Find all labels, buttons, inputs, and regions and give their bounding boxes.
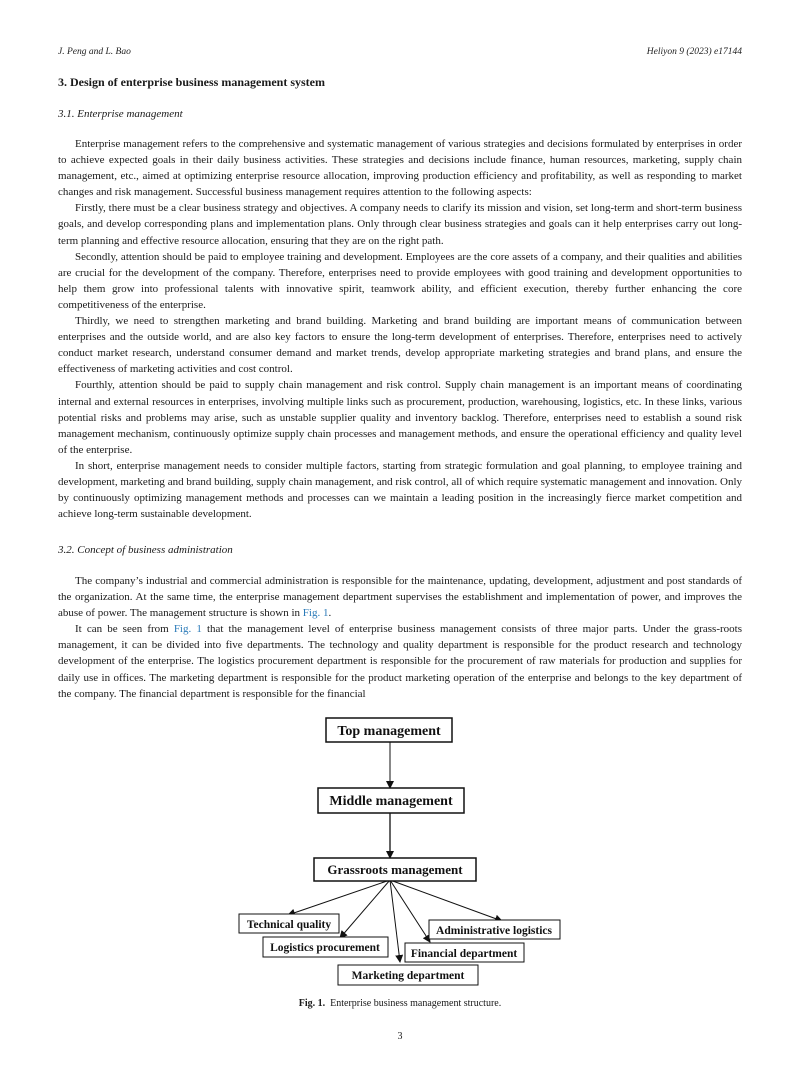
node-logistics-procurement <box>263 937 388 957</box>
node-label: Top management <box>337 724 441 739</box>
figure-link[interactable]: Fig. 1 <box>173 623 202 636</box>
paragraph: Firstly, there must be a clear business strategy and objectives. A company needs to clarify its mission and vision, set long-term and short-term business goals, and develop corresponding plans and implementation plans. Only through clear business strategies and goals can it help enterprises carry out long-term planning and effective resource allocation, ensuring that they are on the right path. <box>58 202 742 247</box>
node-label: Technical quality <box>246 919 332 931</box>
paragraph-text: . <box>328 607 332 620</box>
subsection-title-business-administration: 3.2. Concept of business administration <box>58 544 233 556</box>
section-3-2-body <box>58 573 742 702</box>
node-label: Marketing department <box>351 970 465 982</box>
paragraph <box>58 573 742 621</box>
section-3-1-body <box>58 136 742 522</box>
running-header-journal: Heliyon 9 (2023) e17144 <box>646 47 742 57</box>
node-marketing-department <box>338 965 478 985</box>
node-technical-quality <box>239 914 339 933</box>
paragraph: Secondly, attention should be paid to employee training and development. Employees are the core assets of a company, and their qualities and abilities are crucial for the development of the company. Therefore, enterprises need to provide employees with good training and development opportunities to help them grow into professional talents with innovative spirit, teamwork ability, and efficient execution, thereby further enhancing the core competitiveness of the enterprise. <box>58 250 742 311</box>
node-top-management <box>326 718 452 742</box>
node-administrative-logistics <box>429 920 560 939</box>
paragraph-text: It can be seen from <box>75 623 174 636</box>
management-structure-diagram <box>230 712 570 992</box>
node-middle-management <box>318 788 464 813</box>
node-label: Grassroots management <box>327 862 463 877</box>
caption-label: Fig. 1. <box>298 998 326 1009</box>
node-label: Financial department <box>410 948 518 960</box>
paragraph-text: that the management level of enterprise business management consists of three major parts. Under the grass-roots management, it can be divided into five departments. The technology and quality department is responsible for the product research and technology development of the enterprise. The logistics procurement department is responsible for the procurement of raw materials for production and supplies for daily use in offices. The marketing department is responsible for the product marketing operation of the enterprise and belongs to the key department of the company. The financial department is responsible for the financial <box>58 623 742 700</box>
node-label: Administrative logistics <box>436 925 552 937</box>
paragraph: Enterprise management refers to the comprehensive and systematic management of various strategies and decisions formulated by enterprises in order to achieve expected goals in their daily business activities. These strategies and decisions include finance, human resources, marketing, supply chain management, etc., aimed at optimizing enterprise resource allocation, improving production efficiency and profitability, as well as responding to market changes and risk management. Successful business management requires attention to the following aspects: <box>58 138 742 199</box>
figure-caption <box>0 998 800 1009</box>
node-grassroots-management <box>314 858 476 881</box>
paragraph: Fourthly, attention should be paid to supply chain management and risk control. Supply chain management is an important means of coordinating internal and external resources in enterprises, involving multiple links such as procurement, production, warehousing, logistics, etc. In these links, various potential risks and problems may arise, such as unstable supplier quality and inventory backlog. Therefore, enterprises need to establish a sound risk management mechanism, continuously optimize supply chain processes and management methods, and ensure the operational efficiency and quality level of the enterprise. <box>58 379 742 456</box>
caption-text: Enterprise business management structure. <box>330 998 502 1009</box>
node-label: Middle management <box>329 794 453 809</box>
figure-link[interactable]: Fig. 1 <box>302 607 329 620</box>
page-number: 3 <box>397 1031 403 1042</box>
paragraph: Thirdly, we need to strengthen marketing and brand building. Marketing and brand building are important means of communication between enterprises and the outside world, and are also key factors to ensure the long-term development of enterprises. Therefore, enterprises need to actively conduct market research, understand consumer demand and market trends, develop appropriate marketing strategies and brand plans, and ensure the effectiveness of marketing activities and cost control. <box>58 315 742 376</box>
paragraph <box>58 621 742 701</box>
running-header-authors: J. Peng and L. Bao <box>58 47 131 57</box>
section-title: 3. Design of enterprise business management system <box>58 75 325 89</box>
arrow-to-administrative <box>390 880 502 921</box>
paragraph-text: The company’s industrial and commercial administration is responsible for the maintenance, updating, development, adjustment and post standards of the organization. At the same time, the enterprise management department supervises the establishment and implementation of power, and improves the abuse of power. The management structure is shown in <box>58 575 742 620</box>
subsection-title-enterprise-management: 3.1. Enterprise management <box>58 108 183 120</box>
node-financial-department <box>405 943 524 962</box>
node-label: Logistics procurement <box>270 942 380 954</box>
paragraph: In short, enterprise management needs to consider multiple factors, starting from strategic formulation and goal planning, to employee training and development, marketing and brand building, supply chain management, and risk control, all of which require systematic management and innovation. Only by continuously optimizing management methods and processes can we maintain a leading position in the increasingly fierce market competition and achieve long-term sustainable development. <box>58 459 742 521</box>
